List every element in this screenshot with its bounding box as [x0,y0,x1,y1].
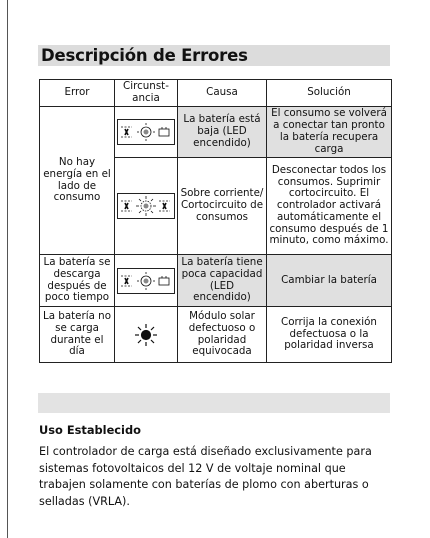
cause-cell: Sobre corriente/ Cortocircuito de consumos [178,158,267,255]
table-row [40,107,392,158]
error-cell: La batería no se carga durante el día [40,307,115,363]
battery-capacity-led-icon [117,268,175,294]
circumstance-cell [115,255,178,307]
solution-cell: Corrija la conexión defectuosa o la polaridad inversa [267,307,392,363]
body-paragraph: El controlador de carga está diseñado exclusivamente para sistemas fotovoltaicos del 12 V de voltaje nominal que trabajen solamente con baterías de plomo con aberturas o selladas (VRLA). [39,445,372,508]
battery-low-led-icon [117,119,175,145]
header-error: Error [40,80,115,107]
header-solucion: Solución [267,80,392,107]
page-edge-line [7,0,8,538]
circumstance-cell [115,107,178,158]
section-header-bar [38,393,390,413]
error-table [39,79,392,363]
header-circunstancia: Circunst-ancia [115,80,178,107]
table-row [40,255,392,307]
circumstance-cell [115,158,178,255]
solution-cell: El consumo se volverá a conectar tan pronto la batería recupera carga [267,107,392,158]
cause-cell: La batería está baja (LED encendido) [178,107,267,158]
solution-cell: Cambiar la batería [267,255,392,307]
section-title: Descripción de Errores [38,45,390,66]
error-cell: No hay energía en el lado de consumo [40,107,115,255]
circumstance-cell [115,307,178,363]
header-causa: Causa [178,80,267,107]
cause-cell: La batería tiene poca capacidad (LED encendido) [178,255,267,307]
cause-cell: Módulo solar defectuoso o polaridad equivocada [178,307,267,363]
sun-icon [126,322,166,348]
solution-cell: Desconectar todos los consumos. Suprimir cortocircuito. El controlador activará automáticamente el consumo después de 1 minuto, como máximo. [267,158,392,255]
table-header-row [40,80,392,107]
error-cell: La batería se descarga después de poco tiempo [40,255,115,307]
overcurrent-led-icon [117,193,175,219]
subheading: Uso Establecido [39,423,141,437]
table-row [40,307,392,363]
